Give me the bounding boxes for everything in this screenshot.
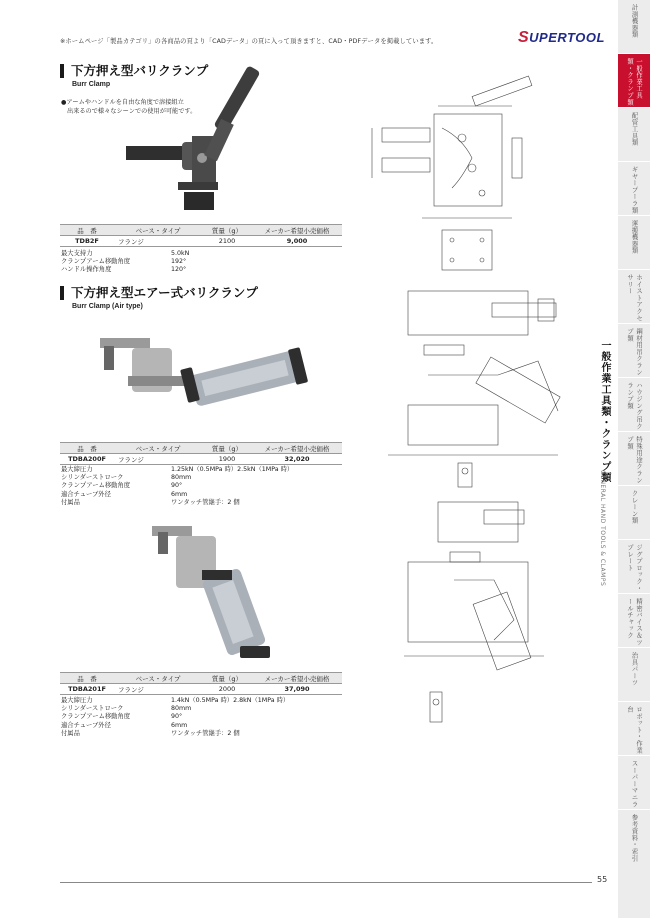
sidebar-item-general-tools[interactable]: 一般作業工具類・クランプ類	[618, 54, 650, 108]
table-header-row: 品 番 ベース・タイプ 質量（g） メーカー希望小売価格	[60, 225, 342, 236]
table-header-row: 品 番 ベース・タイプ 質量（g） メーカー希望小売価格	[60, 443, 342, 454]
sidebar-item-piping-tools[interactable]: 配管工具類	[618, 108, 650, 162]
table-header-row: 品 番 ベース・タイプ 質量（g） メーカー希望小売価格	[60, 673, 342, 684]
section1-title: 下方押え型バリクランプ	[60, 64, 208, 78]
sidebar-item-robot[interactable]: ロボット・作業台	[618, 702, 650, 756]
section1-params: 最大支持力 5.0kN クランプアーム移動角度 192° ハンドル操作角度 120°	[61, 250, 190, 274]
footer-divider	[60, 882, 592, 883]
sidebar-item-hoist[interactable]: ホイストアクセサリー	[618, 270, 650, 324]
category-vertical-label: 一般作業工具類・クランプ類	[599, 340, 610, 483]
section1-subtitle: Burr Clamp	[72, 81, 111, 88]
burr-clamp-drawing	[362, 68, 562, 278]
table-row: TDBA201F フランジ 2000 37,090	[60, 684, 342, 695]
section3-params: 最大締圧力 1.4kN（0.5MPa 時）2.8kN（1MPa 時） シリンダーストローク 80mm クランプアーム移動角度 90° 適合チューブ外径 6mm 付属品 ワンタッチ管継手：2 個	[61, 697, 290, 737]
section2-subtitle: Burr Clamp (Air type)	[72, 303, 143, 310]
sidebar-item-steel-clamp[interactable]: 鋼材用吊クランプ類	[618, 324, 650, 378]
sidebar-item-measuring[interactable]: 計測機器類	[618, 0, 650, 54]
section3-spec-table	[60, 672, 342, 695]
sidebar-item-jig-block[interactable]: ジグプロック・プレート	[618, 540, 650, 594]
category-vertical-english: GENERAL HAND TOOLS & CLAMPS	[599, 470, 606, 587]
sidebar-item-transport[interactable]: 運搬機器類	[618, 216, 650, 270]
table-row: TDB2F フランジ 2100 9,000	[60, 236, 342, 247]
brand-logo: SUPERTOOL	[518, 29, 605, 46]
sidebar-item-special-clamp[interactable]: 特殊用途クランプ類	[618, 432, 650, 486]
section1-spec-table	[60, 224, 342, 247]
section1-description: ●アームやハンドルを自由な角度で溶接組立 出来るので様々なシーンでの使用が可能です。	[61, 99, 197, 115]
section2-spec-table	[60, 442, 342, 465]
air-clamp-drawing-2	[394, 496, 584, 746]
top-note: ※ホームページ「製品カテゴリ」の各商品の頁より「CADデータ」の頁に入って頂きますと、CAD・PDFデータを掲載しています。	[60, 38, 438, 45]
sidebar-item-super-manila[interactable]: スーパーマニラ	[618, 756, 650, 810]
sidebar-item-jig-parts[interactable]: 治具パーツ	[618, 648, 650, 702]
burr-clamp-photo	[122, 64, 272, 216]
sidebar-item-vise[interactable]: 精密バイス＆ツールチャック	[618, 594, 650, 648]
air-clamp-photo-1	[92, 318, 312, 428]
table-row: TDBA200F フランジ 1900 32,020	[60, 454, 342, 465]
category-sidebar	[618, 0, 650, 919]
sidebar-item-housing-clamp[interactable]: ハウジング吊クランプ類	[618, 378, 650, 432]
page-number: 55	[597, 875, 608, 884]
sidebar-item-crane[interactable]: クレーン類	[618, 486, 650, 540]
section2-title: 下方押え型エアー式バリクランプ	[60, 286, 258, 300]
sidebar-item-index[interactable]: 参考資料・索引	[618, 810, 650, 919]
sidebar-item-gear-puller[interactable]: ギヤープーラ類	[618, 162, 650, 216]
air-clamp-drawing-1	[368, 285, 578, 495]
air-clamp-photo-2	[152, 512, 282, 662]
section2-params: 最大締圧力 1.25kN（0.5MPa 時）2.5kN（1MPa 時） シリンダーストローク 80mm クランプアーム移動角度 90° 適合チューブ外径 6mm 付属品 ワンタッチ管継手：2 個	[61, 466, 294, 506]
